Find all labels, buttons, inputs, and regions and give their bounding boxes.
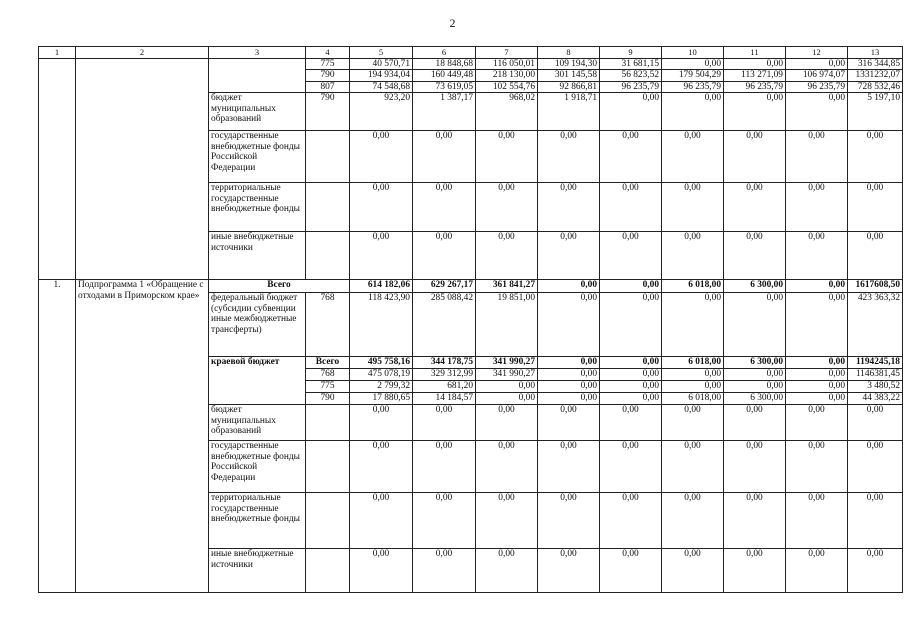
- value-cell: 0,00: [476, 441, 538, 493]
- value-cell: 475 078,19: [350, 369, 413, 381]
- value-cell: 6 300,00: [724, 357, 786, 369]
- value-cell: 0,00: [538, 131, 600, 183]
- value-cell: 1146381,45: [848, 369, 903, 381]
- value-cell: 0,00: [786, 381, 848, 393]
- value-cell: 0,00: [724, 381, 786, 393]
- value-cell: 629 267,17: [413, 280, 476, 293]
- value-cell: 0,00: [786, 493, 848, 549]
- value-cell: 329 312,99: [413, 369, 476, 381]
- code-cell: [306, 183, 350, 232]
- value-cell: 423 363,32: [848, 293, 903, 357]
- column-header: 1: [39, 47, 76, 59]
- number-cell: [39, 58, 76, 280]
- value-cell: 102 554,76: [476, 81, 538, 93]
- value-cell: 0,00: [600, 93, 662, 131]
- value-cell: 0,00: [476, 493, 538, 549]
- value-cell: 0,00: [476, 393, 538, 405]
- column-header: 11: [724, 47, 786, 59]
- value-cell: 18 848,68: [413, 58, 476, 70]
- value-cell: 0,00: [350, 493, 413, 549]
- value-cell: 0,00: [662, 293, 724, 357]
- value-cell: 0,00: [786, 441, 848, 493]
- value-cell: 0,00: [848, 131, 903, 183]
- value-cell: 0,00: [538, 549, 600, 593]
- value-cell: 0,00: [848, 405, 903, 441]
- value-cell: 0,00: [538, 357, 600, 369]
- source-cell: государственные внебюджетные фонды Российской Федерации: [209, 131, 306, 183]
- value-cell: 0,00: [538, 393, 600, 405]
- value-cell: 0,00: [476, 131, 538, 183]
- program-name: Подпрограмма 1 «Обращение с отходами в Приморском крае»: [76, 280, 209, 593]
- value-cell: 341 990,27: [476, 357, 538, 369]
- value-cell: 0,00: [600, 549, 662, 593]
- value-cell: 1331232,07: [848, 70, 903, 82]
- source-cell: иные внебюджетные источники: [209, 232, 306, 280]
- column-header: 5: [350, 47, 413, 59]
- value-cell: 1 387,17: [413, 93, 476, 131]
- value-cell: 0,00: [662, 58, 724, 70]
- value-cell: 96 235,79: [724, 81, 786, 93]
- value-cell: 361 841,27: [476, 280, 538, 293]
- value-cell: 0,00: [724, 493, 786, 549]
- value-cell: 0,00: [600, 393, 662, 405]
- column-header: 13: [848, 47, 903, 59]
- value-cell: 118 423,90: [350, 293, 413, 357]
- table-body: [39, 47, 903, 593]
- value-cell: 0,00: [786, 280, 848, 293]
- column-header: 10: [662, 47, 724, 59]
- value-cell: 0,00: [848, 232, 903, 280]
- value-cell: 0,00: [724, 232, 786, 280]
- column-header: 3: [209, 47, 306, 59]
- value-cell: 495 758,16: [350, 357, 413, 369]
- source-cell: территориальные государственные внебюджетные фонды: [209, 183, 306, 232]
- source-cell: государственные внебюджетные фонды Российской Федерации: [209, 441, 306, 493]
- value-cell: 0,00: [538, 183, 600, 232]
- value-cell: 0,00: [538, 280, 600, 293]
- value-cell: 6 018,00: [662, 393, 724, 405]
- value-cell: 160 449,48: [413, 70, 476, 82]
- value-cell: 285 088,42: [413, 293, 476, 357]
- value-cell: 0,00: [413, 183, 476, 232]
- value-cell: 0,00: [600, 405, 662, 441]
- value-cell: 0,00: [848, 549, 903, 593]
- value-cell: 6 018,00: [662, 280, 724, 293]
- value-cell: 106 974,07: [786, 70, 848, 82]
- value-cell: 0,00: [786, 369, 848, 381]
- value-cell: 0,00: [476, 405, 538, 441]
- table-row: [39, 280, 903, 293]
- column-header: 12: [786, 47, 848, 59]
- value-cell: 116 050,01: [476, 58, 538, 70]
- source-cell: территориальные государственные внебюджетные фонды: [209, 493, 306, 549]
- table-row: [39, 58, 903, 70]
- value-cell: 0,00: [350, 183, 413, 232]
- value-cell: 0,00: [600, 441, 662, 493]
- value-cell: 3 480,52: [848, 381, 903, 393]
- value-cell: 19 851,00: [476, 293, 538, 357]
- value-cell: 0,00: [600, 280, 662, 293]
- code-cell: 775: [306, 58, 350, 70]
- value-cell: 344 178,75: [413, 357, 476, 369]
- value-cell: 0,00: [538, 381, 600, 393]
- value-cell: 0,00: [786, 357, 848, 369]
- value-cell: 0,00: [848, 441, 903, 493]
- value-cell: 44 383,22: [848, 393, 903, 405]
- value-cell: 92 866,81: [538, 81, 600, 93]
- code-cell: 807: [306, 81, 350, 93]
- source-cell: федеральный бюджет (субсидии субвенции иные межбюджетные трансферты): [209, 293, 306, 357]
- value-cell: 73 619,05: [413, 81, 476, 93]
- value-cell: 0,00: [350, 441, 413, 493]
- value-cell: 0,00: [538, 369, 600, 381]
- value-cell: 0,00: [786, 393, 848, 405]
- value-cell: 0,00: [350, 405, 413, 441]
- value-cell: 0,00: [786, 58, 848, 70]
- value-cell: 0,00: [538, 493, 600, 549]
- source-cell: бюджет муниципальных образований: [209, 405, 306, 441]
- value-cell: 0,00: [350, 131, 413, 183]
- column-header: 7: [476, 47, 538, 59]
- program-cell: [76, 58, 209, 280]
- value-cell: 0,00: [786, 293, 848, 357]
- value-cell: 56 823,52: [600, 70, 662, 82]
- value-cell: 6 300,00: [724, 280, 786, 293]
- value-cell: 194 934,04: [350, 70, 413, 82]
- code-cell: [306, 131, 350, 183]
- value-cell: 0,00: [662, 232, 724, 280]
- value-cell: 0,00: [538, 441, 600, 493]
- code-cell: [306, 232, 350, 280]
- source-cell: [209, 58, 306, 93]
- value-cell: 341 990,27: [476, 369, 538, 381]
- code-cell: [306, 549, 350, 593]
- value-cell: 0,00: [600, 357, 662, 369]
- value-cell: 17 880,65: [350, 393, 413, 405]
- value-cell: 0,00: [538, 293, 600, 357]
- value-cell: 96 235,79: [662, 81, 724, 93]
- value-cell: 96 235,79: [786, 81, 848, 93]
- value-cell: 0,00: [350, 549, 413, 593]
- value-cell: 0,00: [413, 405, 476, 441]
- value-cell: 0,00: [600, 183, 662, 232]
- value-cell: 0,00: [848, 183, 903, 232]
- value-cell: 1194245,18: [848, 357, 903, 369]
- value-cell: 0,00: [724, 93, 786, 131]
- value-cell: 681,20: [413, 381, 476, 393]
- value-cell: 0,00: [848, 493, 903, 549]
- value-cell: 0,00: [786, 183, 848, 232]
- value-cell: 316 344,85: [848, 58, 903, 70]
- value-cell: 2 799,32: [350, 381, 413, 393]
- code-cell: 768: [306, 293, 350, 357]
- column-header: 6: [413, 47, 476, 59]
- value-cell: 0,00: [786, 405, 848, 441]
- value-cell: 0,00: [600, 293, 662, 357]
- value-cell: 0,00: [662, 369, 724, 381]
- value-cell: 1 918,71: [538, 93, 600, 131]
- value-cell: 0,00: [476, 549, 538, 593]
- value-cell: 0,00: [724, 58, 786, 70]
- value-cell: 0,00: [413, 549, 476, 593]
- value-cell: 614 182,06: [350, 280, 413, 293]
- value-cell: 1617608,50: [848, 280, 903, 293]
- value-cell: 0,00: [786, 549, 848, 593]
- value-cell: 0,00: [600, 493, 662, 549]
- value-cell: 0,00: [662, 381, 724, 393]
- code-cell: [306, 441, 350, 493]
- value-cell: 40 570,71: [350, 58, 413, 70]
- value-cell: 0,00: [413, 493, 476, 549]
- value-cell: 0,00: [724, 131, 786, 183]
- page-number: 2: [449, 16, 456, 30]
- source-cell: бюджет муниципальных образований: [209, 93, 306, 131]
- value-cell: 74 548,68: [350, 81, 413, 93]
- code-cell: [306, 405, 350, 441]
- value-cell: 14 184,57: [413, 393, 476, 405]
- value-cell: 6 300,00: [724, 393, 786, 405]
- value-cell: 728 532,46: [848, 81, 903, 93]
- value-cell: 0,00: [724, 549, 786, 593]
- column-header: 2: [76, 47, 209, 59]
- value-cell: 0,00: [538, 405, 600, 441]
- value-cell: 109 194,30: [538, 58, 600, 70]
- value-cell: 0,00: [662, 441, 724, 493]
- header-row: [39, 47, 903, 59]
- value-cell: 96 235,79: [600, 81, 662, 93]
- value-cell: 0,00: [724, 183, 786, 232]
- source-cell: краевой бюджет: [209, 357, 306, 405]
- value-cell: 0,00: [662, 493, 724, 549]
- code-cell: 790: [306, 70, 350, 82]
- code-cell: 775: [306, 381, 350, 393]
- value-cell: 0,00: [350, 232, 413, 280]
- value-cell: 0,00: [413, 441, 476, 493]
- value-cell: 0,00: [662, 131, 724, 183]
- value-cell: 179 504,29: [662, 70, 724, 82]
- budget-table: [38, 46, 903, 593]
- value-cell: 0,00: [538, 232, 600, 280]
- column-header: 8: [538, 47, 600, 59]
- column-header: 4: [306, 47, 350, 59]
- code-cell: 790: [306, 393, 350, 405]
- value-cell: 0,00: [662, 183, 724, 232]
- value-cell: 0,00: [724, 293, 786, 357]
- value-cell: 0,00: [662, 405, 724, 441]
- source-cell: иные внебюджетные источники: [209, 549, 306, 593]
- program-number: 1.: [39, 280, 76, 593]
- code-cell: 790: [306, 93, 350, 131]
- value-cell: 0,00: [413, 131, 476, 183]
- value-cell: 6 018,00: [662, 357, 724, 369]
- value-cell: 0,00: [600, 369, 662, 381]
- value-cell: 0,00: [600, 232, 662, 280]
- value-cell: 0,00: [600, 381, 662, 393]
- code-cell: Всего: [306, 357, 350, 369]
- value-cell: 0,00: [724, 405, 786, 441]
- value-cell: 923,20: [350, 93, 413, 131]
- value-cell: 0,00: [786, 232, 848, 280]
- value-cell: 0,00: [724, 369, 786, 381]
- value-cell: 0,00: [724, 441, 786, 493]
- value-cell: 31 681,15: [600, 58, 662, 70]
- value-cell: 0,00: [476, 232, 538, 280]
- code-cell: 768: [306, 369, 350, 381]
- value-cell: 113 271,09: [724, 70, 786, 82]
- total-label: Всего: [209, 280, 350, 293]
- value-cell: 301 145,58: [538, 70, 600, 82]
- value-cell: 968,02: [476, 93, 538, 131]
- value-cell: 0,00: [600, 131, 662, 183]
- value-cell: 0,00: [786, 131, 848, 183]
- value-cell: 0,00: [786, 93, 848, 131]
- value-cell: 0,00: [413, 232, 476, 280]
- value-cell: 218 130,00: [476, 70, 538, 82]
- column-header: 9: [600, 47, 662, 59]
- value-cell: 0,00: [662, 93, 724, 131]
- value-cell: 0,00: [662, 549, 724, 593]
- code-cell: [306, 493, 350, 549]
- value-cell: 0,00: [476, 381, 538, 393]
- value-cell: 0,00: [476, 183, 538, 232]
- value-cell: 5 197,10: [848, 93, 903, 131]
